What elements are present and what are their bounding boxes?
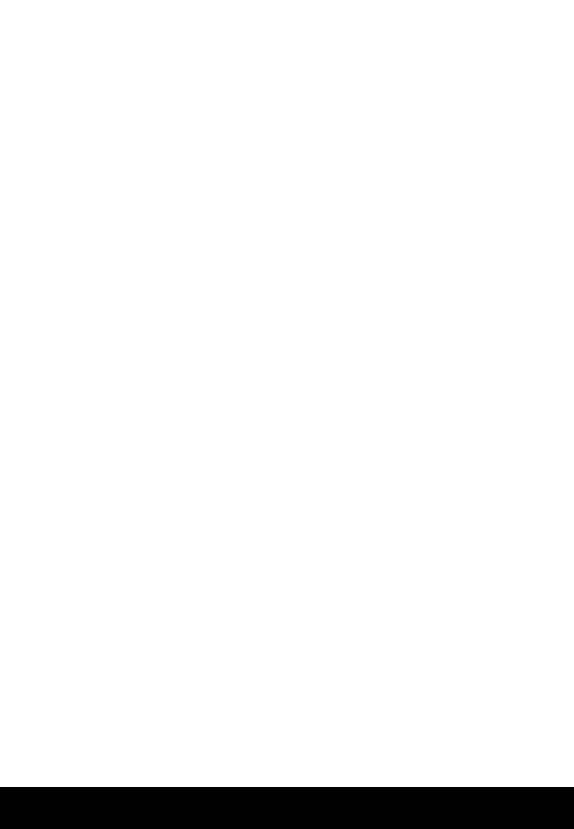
section-7 <box>44 30 532 48</box>
footer-band <box>0 787 574 829</box>
document-body <box>44 24 532 49</box>
